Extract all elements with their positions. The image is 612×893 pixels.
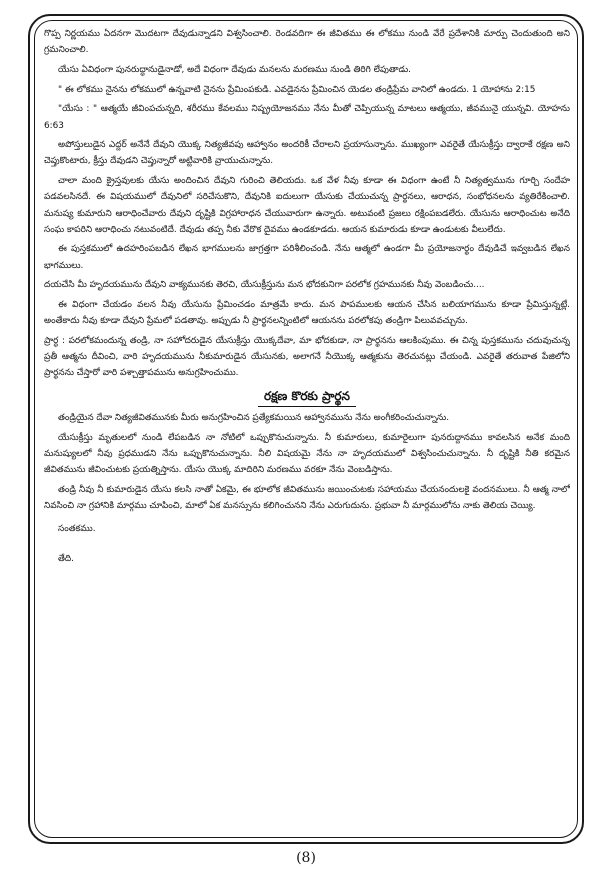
paragraph-prayer-intro: ప్రార్ధ : పరలోకమందున్న తండ్రి, నా సహోదరుడైన యేసుక్రీస్తు యొక్కదేవా, మా భోదకుడా, నా ప్రార్థనను ఆలకింపుము. ఈ చిన్న పుస్తకమును చదువుచున్న ప్రతీ ఆత్మను దీవించి, వారి హృదయమును నీకుమారుడైన యేసునకు, అలాగనే నీయొక్క ఆత్మకును తెరచునట్లు చేయండి. ఎవరైతే తరువాత పేజిలోని ప్రార్థనను చేస్తారో వారి పశ్చాత్తాపమును అనుగ్రహించుము. [44,335,570,379]
paragraph-christians: చాలా మంది క్రైస్తవులకు యేసు అందించిన దేవుని గురించి తెలియదు. ఒక వేళ నీవు కూడా ఈ విధంగా ఉంటే నీ నిత్యత్వమును గూర్చి సందేహ పడవలసినదే. ఈ విషయములో దేవునిలో సరిచేసుకొని, దేవునికి ఐదులుగా యేసుకు చేయుచున్న ప్రార్థనలు, ఆరాధన, సంభోధనలను వ్యతిరేకించాలి. మనుష్య కుమారుని ఆరాధించేవారు దేవుని దృష్టికి విగ్రహారాధన చేయువారుగా ఉన్నారు. అటువంటి ప్రజలు రక్షింపబడలేరు. యేసును ఆరాధించుట అనేది సంఘ కాపరిని ఆరాధించు నటువంటిదే. దేవుడు తప్ప నీకు వేరొక దైవము ఉండకూడదు. ఆయన కుమారుడు కూడా ఉండుటకు వీలులేదు. [44,176,570,235]
heading-text: రక్షణ కొరకు ప్రార్థన [258,387,356,407]
signature-line: సంతకము. [58,524,96,535]
scripture-quote-1john: " ఈ లోకము నైనను లోకములో ఉన్నవాటి నైనను ప్రేమింపకుడి. ఎవడైనను ప్రేమించిన యెడల తండ్రిప్రేమ వానిలో ఉండదు. 1 యోహాను 2:15 [58,84,536,95]
section-heading [44,385,570,407]
paragraph-love: ఈ విధంగా చేయడం వలన నీవు యేసును ప్రేమించడం మాత్రమే కాదు. మన పాపములకు ఆయన చేసిన బలియాగమును కూడా ప్రేమిస్తున్నట్లే. అంతేకాదు నీవు కూడా దేవుని ప్రేమలో పడతావు. అప్పుడు నీ ప్రార్థనలన్నింటిలో ఆయనను పరలోకపు తండ్రిగా పిలువవచ్చును. [44,300,570,327]
paragraph-intro: గొప్ప నిర్ణయము ఏదనగా మొదటగా దేవుడున్నాడని విశ్వసించాలి. రెండవదిగా ఈ జీవితము ఈ లోకము నుండి వేరే ప్రదేశానికి మార్పు చెందుతుంది అని గ్రమనించాలి. [44,29,570,56]
date-line: తేది. [58,554,74,565]
paragraph-scripture-study: ఈ పుస్తకములో ఉదహరింపబడిన లేఖన భాగములను జాగ్రత్తగా పరిశీలించండి. నేను ఆత్మలో ఉండగా మీ ప్రయోజనార్థం దేవుడిచే ఇవ్వబడిన లేఖన భాగములు. [44,244,570,271]
prayer-paragraph-3: తండ్రి నీవు నీ కుమారుడైన యేసు కలసి నాతో ఏకమై, ఈ భూలోక జీవితమును జయించుటకు సహాయము చేయనందులకై వందనములు. నీ ఆత్మ నాలో నివసించి నా గ్రహానికి మార్గము చూపించి, మాలో ఏక మనస్సును కలిగించునని నేను ఎరుగుదును. ప్రభువా నీ మార్గములోను నాకు తెలియ చెయ్యి. [44,484,570,512]
prayer-paragraph-2: యేసుక్రీస్తు మృతులలో నుండి లేపబడిన నా నోటిలో ఒప్పుకొనుచున్నాను. నీ కుమారులు, కుమారైలుగా పునరుద్దానము కావలసిన అనేక మంది మనుష్యులలో నీవు ప్రధముడని నేను ఒప్పుకొనుచున్నాను. నీలి విషయమై నేను నా హృదయములో విశ్వసించుచున్నాను. నీ దృష్టికి నీతి కరమైన జీవితమును జీవించుటకు ప్రయత్నిస్తాను. యేసు యొక్క మాదిరిని మరణము వరకూ నేను వెంబడిస్తాను. [44,432,570,476]
paragraph-resurrection: యేసు ఏవిధంగా పునరుద్ధానుడైనాడో, అదే విధంగా దేవుడు మనలను మరణము నుండి తిరిగి లేపుతాడు. [58,64,411,75]
scripture-quote-john: "యేసు : " ఆత్మయే జీవింపచున్నది, శరీరము కేవలము నిష్ప్రయోజనము నేను మీతో చెప్పియున్న మాటలు ఆత్మయు, జీవమునై యున్నవి. యోహను 6:63 [44,104,570,131]
paragraph-invitation: అపోస్తులుడైన ఎద్దర్ అనేనే దేవుని యొక్క నిత్యజీవపు ఆహ్వానం అందరికీ చేరాలని ప్రయాసున్నాను. ముఖ్యంగా ఎవరైతే యేసుక్రీస్తు ద్వారాకే రక్షణ అని చెప్తుకొంటారు, క్రీస్తు దేవుడని చెప్తున్నారో అట్టివారికి వ్రాయుచున్నాను. [44,140,570,167]
prayer-paragraph-1: తండ్రియైన దేవా నిత్యజీవితమునకు మీరు అనుగ్రహించిన ప్రత్యేకమయిన ఆహ్వానమును నేను అంగీకరించుచున్నాను. [58,413,450,424]
page-number: (8) [296,850,316,866]
document-body [44,26,570,826]
paragraph-open-heart: దయచేసి మీ హృదయమును దేవుని వాక్యమునకు తెరచి, యేసుక్రీస్తును మన భోదకునిగా పరలోక గ్రహమునకు నీవు వెంబడించు.... [44,280,485,291]
